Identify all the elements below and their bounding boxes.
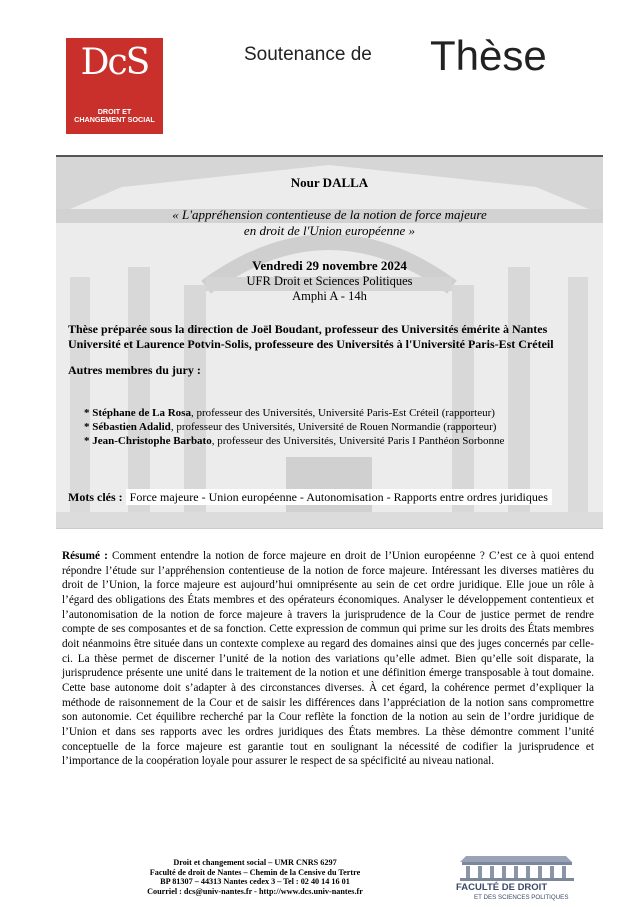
author-name: Nour DALLA: [290, 175, 369, 190]
abstract-label: Résumé :: [62, 550, 108, 562]
abstract-text: Comment entendre la notion de force majeure en droit de l’Union européenne ? C’est ce à quoi entend répondre l’étude sur l’appréhension contentieuse de la notion de force majeure. Intéressant les diverses matières du droit de l’Union, la force majeure est aujourd’hui omniprésente au sein de cet ordre juridique. Elle joue un rôle à l’égard des obligations des États membres et des opérateurs économiques. Analyser le développement contentieux et l’autonomisation de la notion de force majeure à travers la jurisprudence de la Cour de justice permet de rendre compte de ses composantes et de sa fonction. Cette expression de commun qui prime sur les droits des États membres doit néanmoins être située dans un contexte complexe au regard des domaines ainsi que des juges concernés par celle-ci. La thèse permet de discerner l’unité de la notion des variations qu’elle admet. Bien qu’elle soit disparate, la jurisprudence présente une unité dans le traitement de la notion et une définition émerge transposable à tout domaine. Cette base autonome doit s’adapter à des circonstances diverses. À cet égard, la cohérence permet d’expliquer la méthode de raisonnement de la Cour et de saisir les différences dans l’appréciation de la notion sans compromettre son autonomie. Cet équilibre recherché par la Cour reflète la fonction de la notion au sein de l’ordre juridique de l’Union et dans ses rapports avec les ordres juridiques des États membres. La thèse démontre comment l’unité conceptuelle de la force majeure est garantie tout en soulignant la nécessité de codifier la jurisprudence et l’importance de la coopération loyale pour assurer le respect de sa spécificité au niveau national.: [62, 550, 594, 768]
defense-room: Amphi A - 14h: [292, 289, 367, 303]
thesis-direction: Thèse préparée sous la direction de Joël Boudant, professeur des Universités émérite à Nantes Université et Laurence Potvin-Solis, professeure des Universités à l'Université Paris-Est Créteil: [68, 322, 554, 351]
jury-member: * Stéphane de La Rosa, professeur des Universités, Université Paris-Est Créteil (rapporteur): [84, 407, 495, 419]
defense-date: Vendredi 29 novembre 2024: [252, 258, 407, 273]
thesis-info-panel: [56, 155, 603, 529]
faculty-name: FACULTÉ DE DROIT: [456, 882, 548, 893]
jury-label: Autres membres du jury :: [68, 363, 201, 377]
defense-place: UFR Droit et Sciences Politiques: [246, 274, 413, 288]
keywords-value: Force majeure - Union européenne - Autonomisation - Rapports entre ordres juridiques: [126, 489, 552, 505]
faculty-building-icon: [452, 852, 582, 882]
keywords-line: [68, 490, 552, 505]
logo-mark: DcS: [80, 42, 149, 83]
faculty-logo: [452, 852, 582, 902]
thesis-title: « L'appréhension contentieuse de la notion de force majeure en droit de l'Union européenne »: [172, 207, 487, 238]
keywords-label: Mots clés :: [68, 490, 123, 504]
jury-member: * Jean-Christophe Barbato, professeur des Universités, Université Paris I Panthéon Sorbonne: [84, 435, 505, 447]
jury-member: * Sébastien Adalid, professeur des Universités, Université de Rouen Normandie (rapporteur): [84, 421, 497, 433]
faculty-subname: ET DES SCIENCES POLITIQUES: [474, 894, 569, 901]
dcs-logo: [66, 38, 163, 134]
these-heading: Thèse: [430, 32, 547, 79]
soutenance-heading: Soutenance de: [244, 44, 372, 65]
lab-address: Droit et changement social – UMR CNRS 6297 Faculté de droit de Nantes – Chemin de la Censive du Tertre BP 81307 – 44313 Nantes cedex 3 – Tel : 02 40 14 16 01 Courriel : dcs@univ-nantes.fr - http://www.dcs.univ-nantes.fr: [147, 858, 363, 896]
abstract: [62, 549, 594, 769]
logo-caption: DROIT ET CHANGEMENT SOCIAL: [74, 107, 155, 124]
